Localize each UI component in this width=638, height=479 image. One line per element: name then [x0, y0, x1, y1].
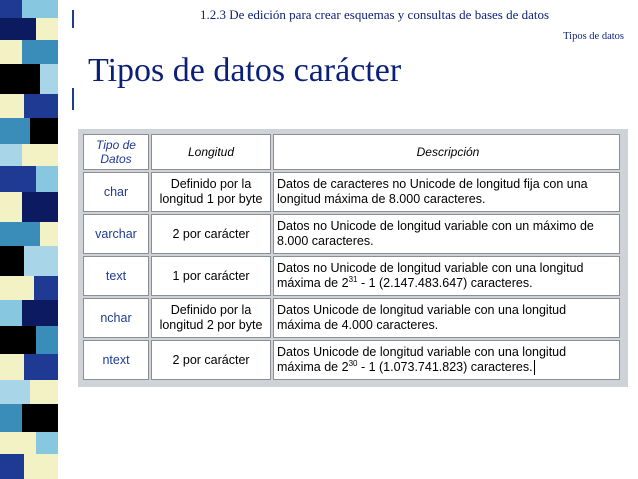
accent-line-mid: [72, 88, 74, 110]
cell-tipo: ntext: [83, 340, 149, 380]
cell-tipo: text: [83, 256, 149, 296]
cell-longitud: 2 por carácter: [151, 214, 271, 254]
header-subtitle: Tipos de datos: [563, 31, 624, 42]
cell-longitud: Definido por la longitud 1 por byte: [151, 172, 271, 212]
cell-descripcion: Datos no Unicode de longitud variable con un máximo de 8.000 caracteres.: [273, 214, 620, 254]
table-row: [83, 256, 620, 296]
cell-descripcion: Datos no Unicode de longitud variable con una longitud máxima de $2^{31} - 1$ (2.147.483.647) caracteres.: [273, 256, 620, 296]
table-row: [83, 340, 620, 380]
cell-tipo: varchar: [83, 214, 149, 254]
cell-tipo: nchar: [83, 298, 149, 338]
header-descripcion: Descripción: [273, 134, 620, 170]
cell-tipo: char: [83, 172, 149, 212]
cell-descripcion: Datos de caracteres no Unicode de longitud fija con una longitud máxima de 8.000 caracteres.: [273, 172, 620, 212]
page-title: Tipos de datos carácter: [88, 52, 402, 89]
cell-descripcion: Datos Unicode de longitud variable con una longitud máxima de $2^{30} - 1$ (1.073.741.823) caracteres.: [273, 340, 620, 380]
data-types-table-frame: [78, 129, 628, 387]
table-row: [83, 298, 620, 338]
text-cursor: [534, 360, 535, 375]
accent-line-top: [72, 10, 74, 28]
header-tipo: Tipo de Datos: [83, 134, 149, 170]
table-row: [83, 172, 620, 212]
data-types-table: [81, 132, 622, 382]
cell-longitud: 1 por carácter: [151, 256, 271, 296]
table-row: [83, 214, 620, 254]
decorative-left-strip: [0, 0, 58, 479]
table-header-row: [83, 134, 620, 170]
cell-descripcion: Datos Unicode de longitud variable con una longitud máxima de 4.000 caracteres.: [273, 298, 620, 338]
header-title: 1.2.3 De edición para crear esquemas y consultas de bases de datos: [200, 7, 550, 22]
cell-longitud: Definido por la longitud 2 por byte: [151, 298, 271, 338]
cell-longitud: 2 por carácter: [151, 340, 271, 380]
header-longitud: Longitud: [151, 134, 271, 170]
